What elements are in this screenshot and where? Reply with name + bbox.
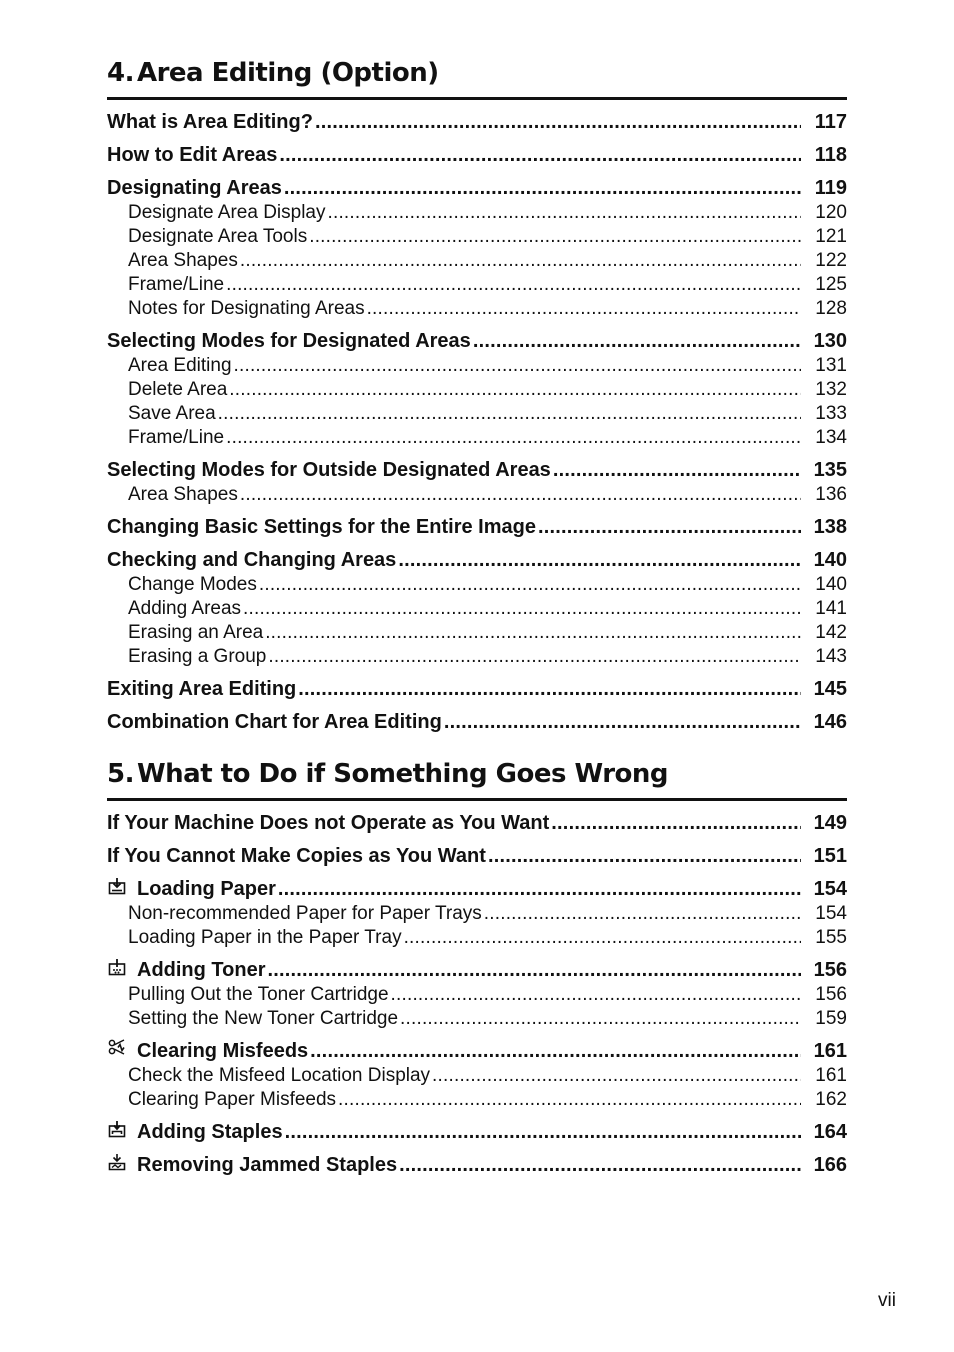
dot-leader <box>218 402 801 426</box>
toc-subentry[interactable] <box>107 426 847 450</box>
toc-entry[interactable] <box>107 958 847 983</box>
toc-subentry[interactable] <box>107 249 847 273</box>
toc-subentry[interactable] <box>107 1007 847 1031</box>
entry-page-number: 149 <box>813 812 847 834</box>
dot-leader <box>488 844 801 869</box>
entry-text: Adding Staples <box>137 1121 283 1143</box>
entry-page-number: 121 <box>815 226 847 247</box>
entry-label <box>128 1064 430 1088</box>
entry-text: Save Area <box>128 403 216 424</box>
dot-leader <box>268 645 801 669</box>
toc-entry[interactable] <box>107 1039 847 1064</box>
entry-page-number: 131 <box>815 355 847 376</box>
toc-entry[interactable] <box>107 458 847 483</box>
toc-page <box>107 58 847 1178</box>
entry-text: Designating Areas <box>107 177 282 199</box>
add-staples-icon <box>107 1120 127 1145</box>
dot-leader <box>315 110 801 135</box>
toc-entries <box>107 811 847 1178</box>
entry-text: Clearing Misfeeds <box>137 1040 309 1062</box>
entry-page-number: 156 <box>813 959 847 981</box>
entry-text: Area Shapes <box>128 484 238 505</box>
entry-page-number: 122 <box>815 250 847 271</box>
entry-label <box>128 378 227 402</box>
entry-page-number: 128 <box>815 298 847 319</box>
dot-leader <box>473 329 801 354</box>
entry-page-number: 154 <box>815 903 847 924</box>
toc-entry[interactable] <box>107 710 847 735</box>
entry-page-number: 119 <box>814 177 847 199</box>
toc-entry[interactable] <box>107 110 847 135</box>
toc-entry[interactable] <box>107 1120 847 1145</box>
entry-label <box>128 354 232 378</box>
toc-subentry[interactable] <box>107 983 847 1007</box>
entry-label <box>128 225 307 249</box>
dot-leader <box>484 902 801 926</box>
entry-label <box>128 426 224 450</box>
entry-text: Clearing Paper Misfeeds <box>128 1089 337 1110</box>
entry-page-number: 145 <box>813 678 847 700</box>
toc-entry[interactable] <box>107 1153 847 1178</box>
entry-page-number: 133 <box>815 403 847 424</box>
entry-text: Check the Misfeed Location Display <box>128 1065 431 1086</box>
dot-leader <box>234 354 801 378</box>
entry-page-number: 166 <box>813 1154 847 1176</box>
toc-subentry[interactable] <box>107 354 847 378</box>
entry-page-number: 138 <box>813 516 847 538</box>
entry-page-number: 162 <box>815 1089 847 1110</box>
toc-subentry[interactable] <box>107 573 847 597</box>
entry-text: Checking and Changing Areas <box>107 549 397 571</box>
entry-page-number: 143 <box>815 646 847 667</box>
entry-page-number: 136 <box>815 484 847 505</box>
dot-leader <box>229 378 801 402</box>
dot-leader <box>551 811 801 836</box>
entry-text: Area Editing <box>128 355 232 376</box>
toc-subentry[interactable] <box>107 273 847 297</box>
entry-text: Loading Paper in the Paper Tray <box>128 927 402 948</box>
dot-leader <box>284 176 801 201</box>
entry-text: Delete Area <box>128 379 228 400</box>
dot-leader <box>243 597 801 621</box>
dot-leader <box>226 426 801 450</box>
entry-label <box>128 645 266 669</box>
entry-label <box>128 597 241 621</box>
toc-entries <box>107 110 847 735</box>
entry-page-number: 164 <box>813 1121 847 1143</box>
misfeed-icon <box>107 1039 127 1064</box>
dot-leader <box>310 1039 801 1064</box>
entry-label <box>128 402 216 426</box>
entry-text: Frame/Line <box>128 274 225 295</box>
entry-label <box>107 1153 397 1178</box>
entry-text: Change Modes <box>128 574 257 595</box>
toc-subentry[interactable] <box>107 1088 847 1112</box>
entry-label <box>107 329 471 354</box>
chapter-4 <box>107 58 847 735</box>
entry-page-number: 118 <box>814 144 847 166</box>
entry-text: Designate Area Tools <box>128 226 308 247</box>
dot-leader <box>285 1120 801 1145</box>
entry-page-number: 135 <box>813 459 847 481</box>
toc-subentry[interactable] <box>107 597 847 621</box>
entry-label <box>128 249 238 273</box>
entry-page-number: 156 <box>815 984 847 1005</box>
entry-text: Selecting Modes for Outside Designated Areas <box>107 459 551 481</box>
entry-page-number: 140 <box>813 549 847 571</box>
entry-label <box>107 143 277 168</box>
entry-text: Erasing an Area <box>128 622 264 643</box>
toc-subentry[interactable] <box>107 201 847 225</box>
dot-leader <box>553 458 801 483</box>
chapter-title: 4. Area Editing (Option) <box>107 58 847 100</box>
entry-label <box>107 176 282 201</box>
entry-text: Adding Toner <box>137 959 266 981</box>
entry-label <box>128 1007 398 1031</box>
entry-page-number: 142 <box>815 622 847 643</box>
dot-leader <box>404 926 801 950</box>
toc-subentry[interactable] <box>107 902 847 926</box>
add-toner-icon <box>107 958 127 983</box>
toc-subentry[interactable] <box>107 483 847 507</box>
entry-text: If Your Machine Does not Operate as You Want <box>107 812 550 834</box>
entry-page-number: 120 <box>815 202 847 223</box>
toc-entry[interactable] <box>107 143 847 168</box>
entry-label <box>128 573 257 597</box>
toc-entry[interactable] <box>107 515 847 540</box>
entry-page-number: 159 <box>815 1008 847 1029</box>
entry-page-number: 155 <box>815 927 847 948</box>
dot-leader <box>259 573 801 597</box>
entry-label <box>128 902 482 926</box>
dot-leader <box>538 515 801 540</box>
entry-text: Changing Basic Settings for the Entire Image <box>107 516 536 538</box>
dot-leader <box>367 297 801 321</box>
toc-subentry[interactable] <box>107 402 847 426</box>
entry-text: What is Area Editing? <box>107 111 313 133</box>
entry-label <box>107 458 551 483</box>
entry-page-number: 161 <box>813 1040 847 1062</box>
entry-page-number: 151 <box>813 845 847 867</box>
entry-label <box>107 710 442 735</box>
entry-label <box>107 110 313 135</box>
entry-label <box>128 273 224 297</box>
entry-label <box>107 844 486 869</box>
entry-text: Area Shapes <box>128 250 238 271</box>
dot-leader <box>391 983 801 1007</box>
entry-page-number: 130 <box>813 330 847 352</box>
dot-leader <box>279 143 801 168</box>
toc-entry[interactable] <box>107 548 847 573</box>
toc-entry[interactable] <box>107 329 847 354</box>
entry-page-number: 134 <box>815 427 847 448</box>
entry-label <box>107 958 266 983</box>
entry-text: Adding Areas <box>128 598 242 619</box>
toc-entry[interactable] <box>107 877 847 902</box>
load-paper-icon <box>107 877 127 902</box>
entry-page-number: 146 <box>813 711 847 733</box>
entry-page-number: 141 <box>815 598 847 619</box>
entry-label <box>107 548 396 573</box>
toc-entry[interactable] <box>107 677 847 702</box>
jammed-staples-icon <box>107 1153 127 1178</box>
dot-leader <box>444 710 801 735</box>
dot-leader <box>240 249 801 273</box>
entry-label <box>128 1088 336 1112</box>
toc-subentry[interactable] <box>107 225 847 249</box>
dot-leader <box>432 1064 801 1088</box>
dot-leader <box>309 225 801 249</box>
entry-text: How to Edit Areas <box>107 144 278 166</box>
entry-page-number: 117 <box>814 111 847 133</box>
toc-subentry[interactable] <box>107 621 847 645</box>
entry-page-number: 154 <box>813 878 847 900</box>
toc-subentry[interactable] <box>107 1064 847 1088</box>
dot-leader <box>240 483 801 507</box>
entry-text: Removing Jammed Staples <box>137 1154 398 1176</box>
dot-leader <box>400 1007 801 1031</box>
entry-text: Combination Chart for Area Editing <box>107 711 442 733</box>
dot-leader <box>298 677 801 702</box>
entry-text: Exiting Area Editing <box>107 678 297 700</box>
toc-entry[interactable] <box>107 811 847 836</box>
entry-text: Pulling Out the Toner Cartridge <box>128 984 389 1005</box>
dot-leader <box>226 273 801 297</box>
dot-leader <box>268 958 802 983</box>
entry-label <box>107 1120 283 1145</box>
dot-leader <box>265 621 801 645</box>
dot-leader <box>328 201 802 225</box>
entry-page-number: 125 <box>815 274 847 295</box>
toc-subentry[interactable] <box>107 297 847 321</box>
entry-text: Designate Area Display <box>128 202 326 223</box>
entry-text: Loading Paper <box>137 878 276 900</box>
entry-text: Erasing a Group <box>128 646 267 667</box>
dot-leader <box>398 548 801 573</box>
toc-subentry[interactable] <box>107 645 847 669</box>
toc-entry[interactable] <box>107 176 847 201</box>
entry-text: Frame/Line <box>128 427 225 448</box>
entry-label <box>107 877 276 902</box>
chapter-5 <box>107 759 847 1178</box>
entry-text: If You Cannot Make Copies as You Want <box>107 845 486 867</box>
chapter-title: 5. What to Do if Something Goes Wrong <box>107 759 847 801</box>
entry-text: Non-recommended Paper for Paper Trays <box>128 903 482 924</box>
entry-label <box>107 677 296 702</box>
entry-page-number: 132 <box>815 379 847 400</box>
dot-leader <box>278 877 801 902</box>
dot-leader <box>399 1153 801 1178</box>
toc-entry[interactable] <box>107 844 847 869</box>
entry-label <box>128 621 263 645</box>
entry-label <box>128 297 365 321</box>
entry-label <box>107 515 536 540</box>
entry-label <box>107 1039 308 1064</box>
entry-label <box>128 926 402 950</box>
toc-subentry[interactable] <box>107 926 847 950</box>
entry-label <box>128 483 238 507</box>
entry-label <box>128 201 326 225</box>
entry-text: Selecting Modes for Designated Areas <box>107 330 471 352</box>
entry-text: Notes for Designating Areas <box>128 298 365 319</box>
entry-page-number: 140 <box>815 574 847 595</box>
entry-page-number: 161 <box>815 1065 847 1086</box>
entry-label <box>128 983 389 1007</box>
entry-text: Setting the New Toner Cartridge <box>128 1008 399 1029</box>
dot-leader <box>338 1088 801 1112</box>
toc-subentry[interactable] <box>107 378 847 402</box>
entry-label <box>107 811 549 836</box>
page-number: vii <box>878 1290 896 1311</box>
